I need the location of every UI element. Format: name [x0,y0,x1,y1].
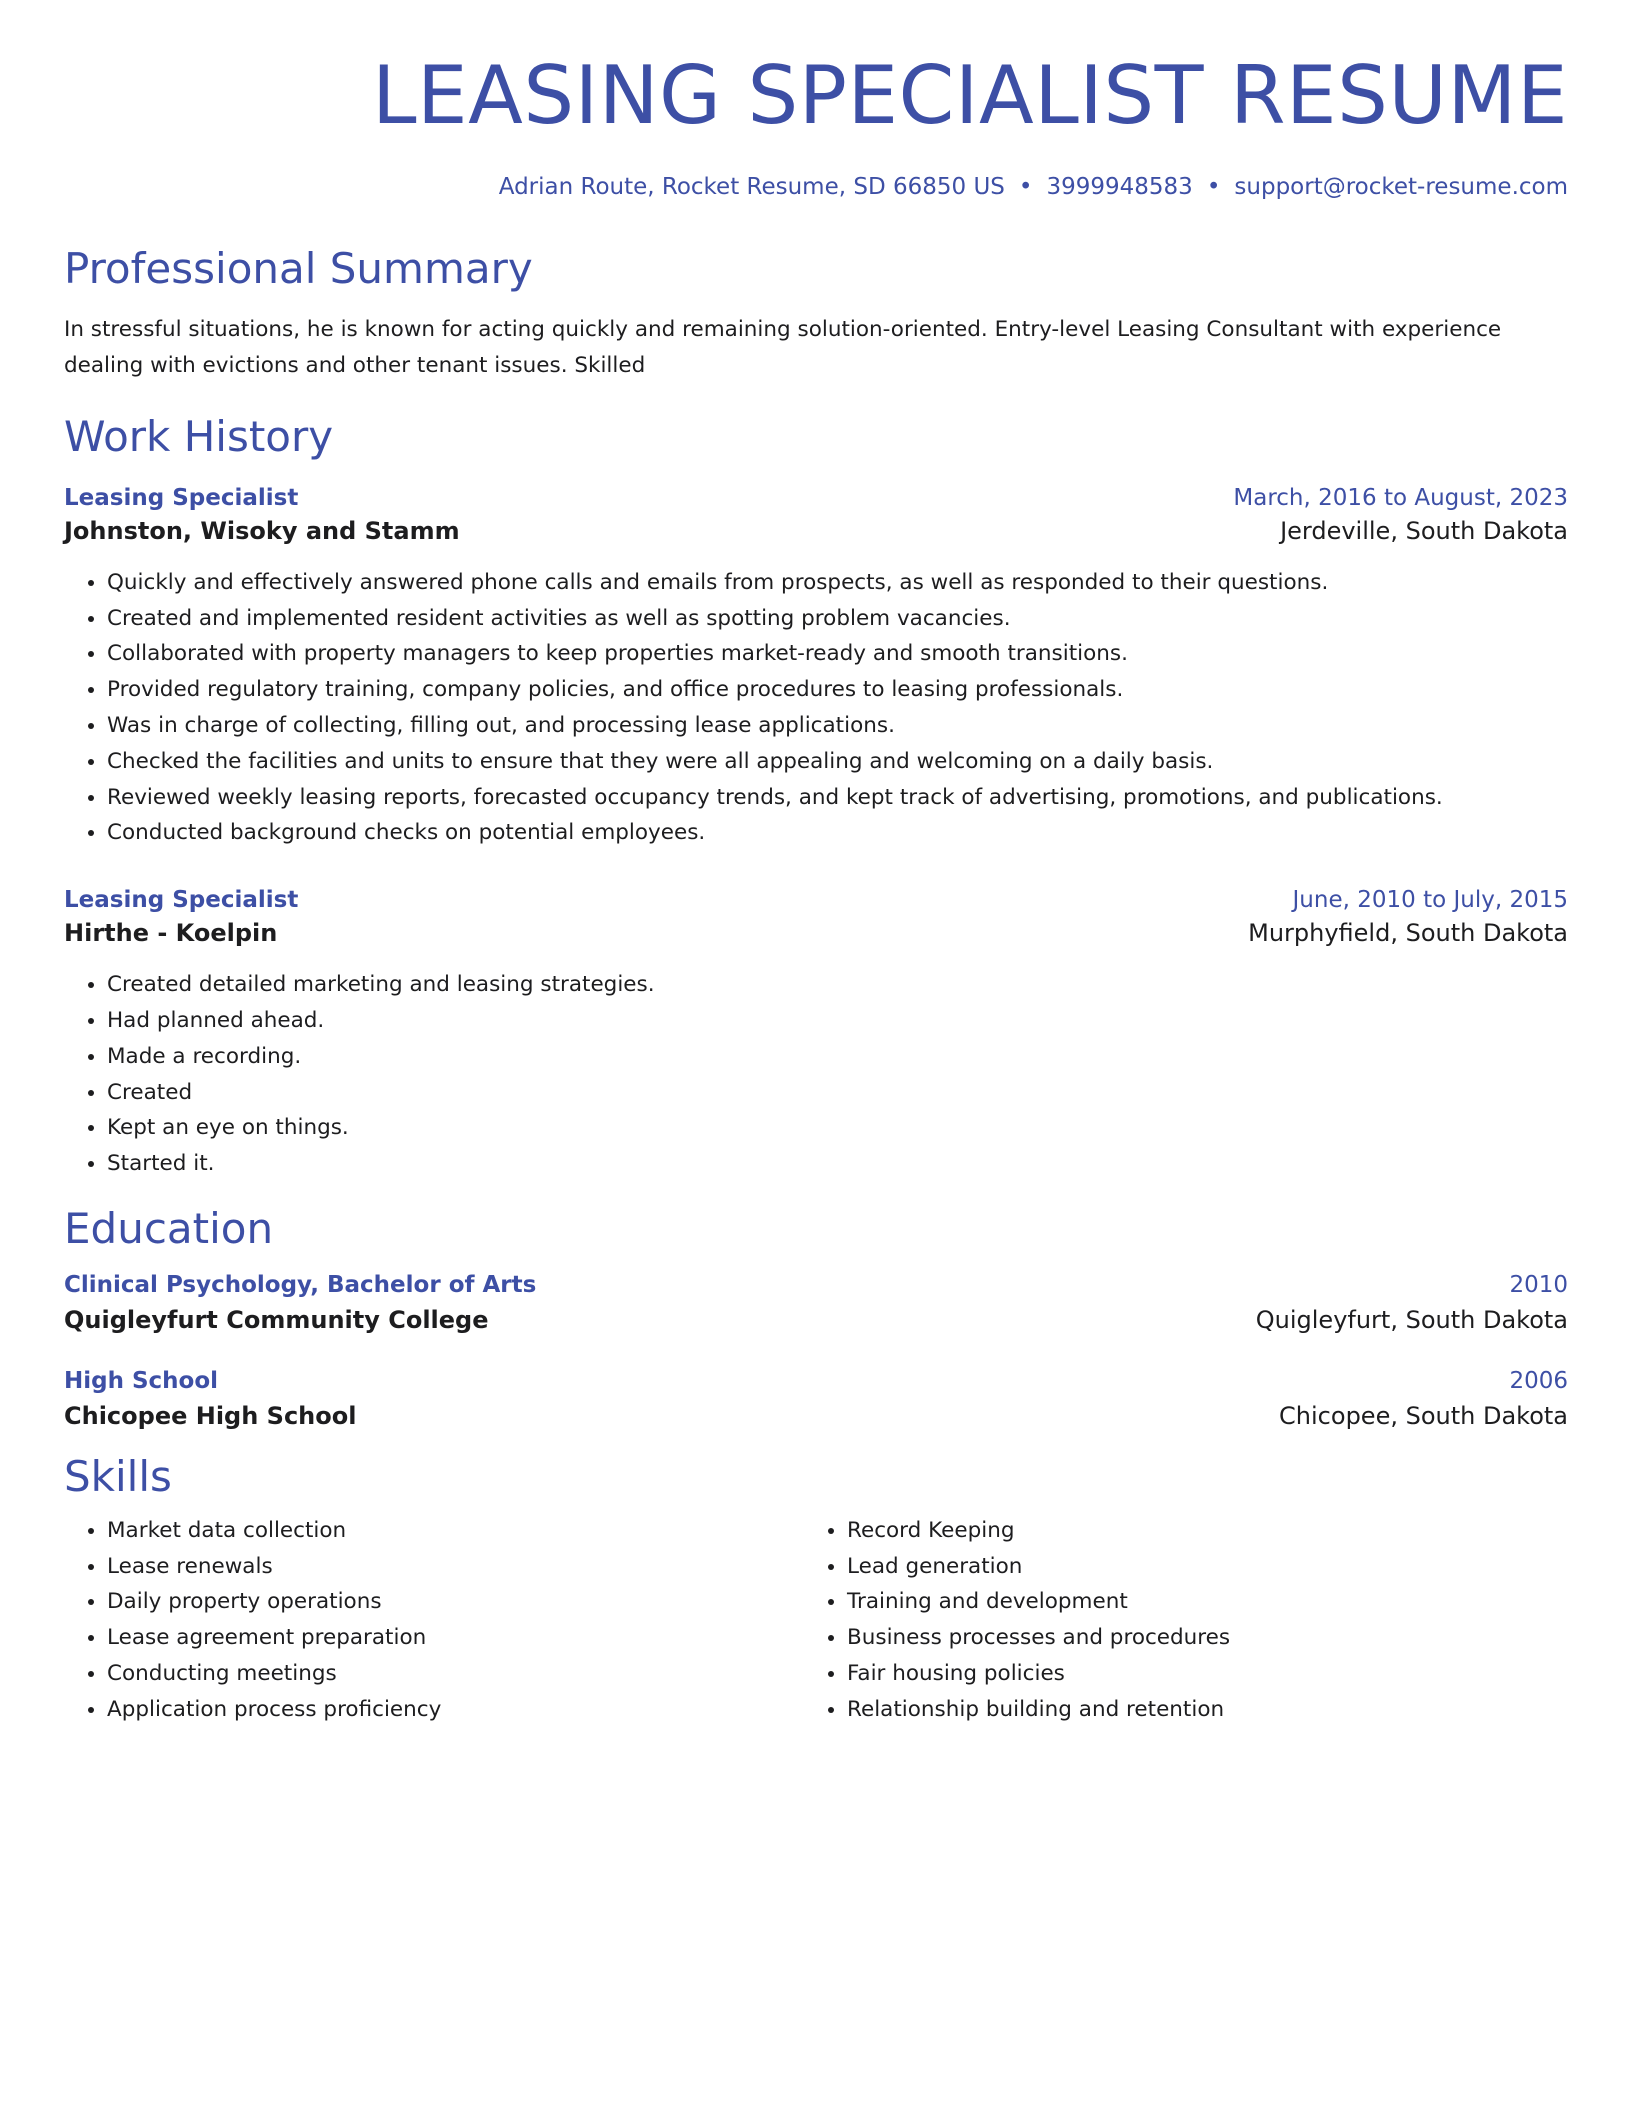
skill-item: • Relationship building and retention [847,1692,1544,1728]
job-dates: March, 2016 to August, 2023 [1233,484,1568,511]
work-history-heading: Work History [64,412,334,462]
education-location: Chicopee, South Dakota [1279,1402,1568,1431]
job-bullet: • Collaborated with property managers to keep properties market-ready and smooth transitions. [107,636,1568,672]
job-bullet: • Conducted background checks on potential employees. [107,815,1568,851]
skills-grid [64,1513,1568,1728]
skill-item: • Training and development [847,1584,1544,1620]
education-entry [64,1368,1568,1430]
job-bullet: • Created and implemented resident activities as well as spotting problem vacancies. [107,601,1568,637]
job-bullet: • Had planned ahead. [107,1003,1568,1039]
job-company: Johnston, Wisoky and Stamm [64,516,460,545]
skills-column-left [64,1513,804,1728]
job-bullet: • Quickly and effectively answered phone calls and emails from prospects, as well as responded to their questions. [107,565,1568,601]
contact-email: support@rocket-resume.com [1234,174,1568,200]
education-degree: Clinical Psychology, Bachelor of Arts [64,1272,537,1299]
job-location: Jerdeville, South Dakota [1280,516,1568,545]
skill-item: • Lease renewals [107,1549,804,1585]
skills-list [64,1513,804,1728]
summary-text: In stressful situations, he is known for acting quickly and remaining solution-oriented. Entry-level Leasing Consultant with experience dealing with evictions and other tenant issues. Skilled [64,317,1502,379]
education-school: Quigleyfurt Community College [64,1306,489,1335]
job-entry [64,485,1568,851]
skills-list [804,1513,1544,1728]
job-bullet: • Was in charge of collecting, filling out, and processing lease applications. [107,708,1568,744]
job-company-row [64,919,1568,947]
job-bullet: • Started it. [107,1146,1568,1182]
job-bullet: • Provided regulatory training, company policies, and office procedures to leasing professionals. [107,672,1568,708]
job-title-row [64,887,1568,913]
job-bullet: • Created [107,1075,1568,1111]
skill-item: • Fair housing policies [847,1656,1544,1692]
skill-item: • Market data collection [107,1513,804,1549]
job-title-row [64,485,1568,511]
contact-separator: • [1018,174,1033,200]
job-entry [64,887,1568,1182]
contact-phone: 3999948583 [1046,174,1193,200]
education-school: Chicopee High School [64,1402,357,1431]
skill-item: • Conducting meetings [107,1656,804,1692]
skill-item: • Lease agreement preparation [107,1620,804,1656]
job-bullets [64,967,1568,1182]
skill-item: • Application process proficiency [107,1692,804,1728]
job-bullet: • Kept an eye on things. [107,1110,1568,1146]
education-location: Quigleyfurt, South Dakota [1255,1306,1568,1335]
education-degree: High School [64,1368,219,1395]
job-company: Hirthe - Koelpin [64,919,278,948]
job-bullet: • Checked the facilities and units to ensure that they were all appealing and welcoming on a daily basis. [107,744,1568,780]
skills-column-right [804,1513,1544,1728]
education-year: 2010 [1509,1272,1568,1299]
education-heading: Education [64,1203,274,1253]
resume-header [64,49,1568,200]
job-company-row [64,517,1568,545]
job-bullet: • Created detailed marketing and leasing strategies. [107,967,1568,1003]
resume-name: LEASING SPECIALIST RESUME [371,49,1568,142]
education-school-row [64,1402,1568,1430]
education-school-row [64,1306,1568,1334]
education-degree-row [64,1272,1568,1298]
education-degree-row [64,1368,1568,1394]
skill-item: • Lead generation [847,1549,1544,1585]
job-title: Leasing Specialist [64,887,299,914]
job-title: Leasing Specialist [64,484,299,511]
education-entry [64,1272,1568,1334]
summary-heading: Professional Summary [64,244,533,293]
job-location: Murphyfield, South Dakota [1248,919,1568,948]
job-bullet: • Made a recording. [107,1039,1568,1075]
contact-line [64,174,1568,200]
education-year: 2006 [1509,1368,1568,1395]
contact-address: Adrian Route, Rocket Resume, SD 66850 US [498,174,1005,200]
skills-heading: Skills [64,1452,172,1502]
job-bullet: • Reviewed weekly leasing reports, forecasted occupancy trends, and kept track of advertising, promotions, and publications. [107,780,1568,816]
job-bullets [64,565,1568,851]
skill-item: • Business processes and procedures [847,1620,1544,1656]
skill-item: • Record Keeping [847,1513,1544,1549]
job-dates: June, 2010 to July, 2015 [1292,887,1568,914]
contact-separator: • [1206,174,1221,200]
skill-item: • Daily property operations [107,1584,804,1620]
